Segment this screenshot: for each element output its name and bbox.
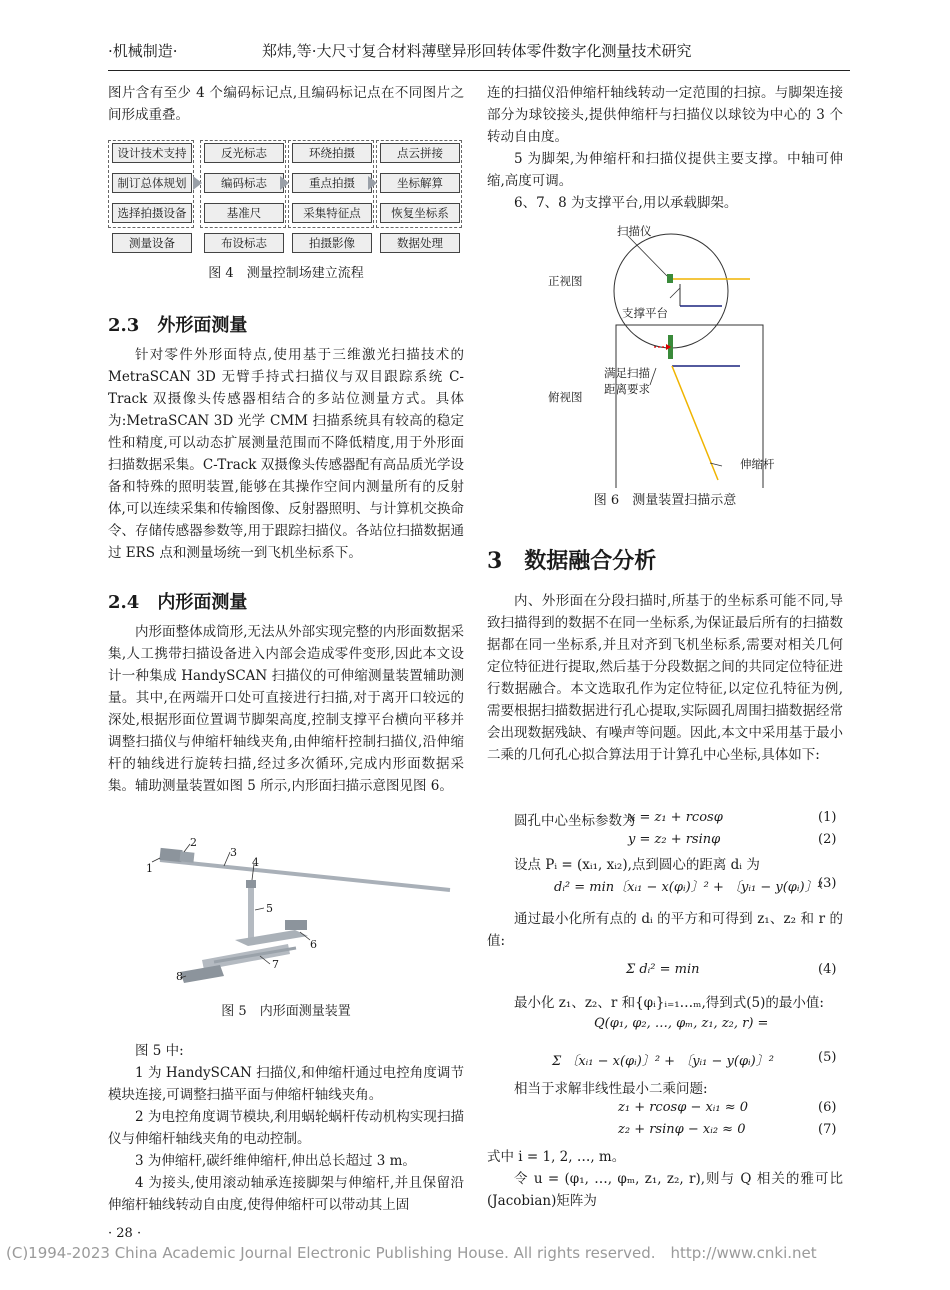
fig5-item-4: 4 为接头,使用滚动轴承连接脚架与伸缩杆,并且保留沿伸缩杆轴线转动自由度,使得伸缩杆可以带动其上固 [108, 1175, 464, 1213]
fig5-item-2: 2 为电控角度调节模块,利用蜗轮蜗杆传动机构实现扫描仪与伸缩杆轴线夹角的电动控制。 [108, 1109, 464, 1147]
fig4-box: 编码标志 [204, 173, 284, 193]
equation-7: z₂ + rsinφ − xᵢ₂ ≈ 0 [618, 1122, 746, 1137]
fig4-box: 数据处理 [380, 233, 460, 253]
equation-7-number: (7) [818, 1122, 837, 1137]
equation-2-number: (2) [818, 832, 837, 847]
figure-4 [108, 140, 464, 258]
fig5-item-3: 3 为伸缩杆,碳纤维伸缩杆,伸出总长超过 3 m。 [135, 1153, 416, 1169]
fig4-box: 环绕拍摄 [292, 143, 372, 163]
nonlinear-text: 相当于求解非线性最小二乘问题: [514, 1081, 708, 1097]
fig6-label-front-view: 正视图 [548, 274, 583, 288]
fig4-caption: 图 4 测量控制场建立流程 [208, 266, 364, 281]
fig4-box: 恢复坐标系 [380, 203, 460, 223]
set-point-text: 设点 Pᵢ = (xᵢ₁, xᵢ₂),点到圆心的距离 dᵢ 为 [514, 857, 760, 873]
minimize-text: 通过最小化所有点的 dᵢ 的平方和可得到 z₁、z₂ 和 r 的值: [487, 911, 843, 949]
equation-2: y = z₂ + rsinφ [628, 832, 721, 847]
equation-3: dᵢ² = min〔xᵢ₁ − x(φᵢ)〕² + 〔yᵢ₁ − y(φᵢ)〕² [554, 880, 823, 895]
page-number: · 28 · [108, 1226, 142, 1241]
fig4-box: 反光标志 [204, 143, 284, 163]
fig4-box: 坐标解算 [380, 173, 460, 193]
running-title: 郑炜,等·大尺寸复合材料薄壁异形回转体零件数字化测量技术研究 [262, 42, 692, 60]
equation-6-number: (6) [818, 1100, 837, 1115]
equation-4: Σ dᵢ² = min [626, 962, 700, 977]
fig5-label: 8 [176, 970, 183, 983]
fig6-label-platform: 支撑平台 [622, 306, 668, 320]
equation-1-number: (1) [818, 810, 837, 825]
fig5-caption: 图 5 内形面测量装置 [221, 1004, 351, 1019]
intro-paragraph: 图片含有至少 4 个编码标记点,且编码标记点在不同图片之间形成重叠。 [108, 85, 464, 123]
fig4-box: 测量设备 [112, 233, 192, 253]
fig5-label: 6 [310, 938, 317, 951]
where-text: 式中 i = 1, 2, …, m。 [487, 1149, 626, 1165]
fig5-intro: 图 5 中: [135, 1043, 184, 1059]
fig6-label-scanner: 扫描仪 [617, 224, 652, 238]
equation-3-number: (3) [818, 876, 837, 891]
equation-4-number: (4) [818, 962, 837, 977]
fig5-label: 3 [230, 846, 237, 859]
section-2-3-title: 2.3 外形面测量 [108, 315, 248, 336]
journal-name: ·机械制造· [108, 42, 178, 60]
fig4-box: 拍摄影像 [292, 233, 372, 253]
fig5-item-5: 5 为脚架,为伸缩杆和扫描仪提供主要支撑。中轴可伸缩,高度可调。 [487, 151, 843, 189]
fig5-label: 5 [266, 902, 273, 915]
fig6-label-top-view: 俯视图 [548, 390, 583, 404]
fig4-box: 制订总体规划 [112, 173, 192, 193]
equation-5b: Σ 〔xᵢ₁ − x(φᵢ)〕² + 〔yᵢ₁ − y(φᵢ)〕² [552, 1054, 774, 1069]
minimize-2-text: 最小化 z₁、z₂、r 和{φᵢ}ᵢ₌₁…ₘ,得到式(5)的最小值: [514, 995, 824, 1011]
figure-5-drawing [140, 832, 460, 997]
fig4-box: 选择拍摄设备 [112, 203, 192, 223]
fig4-box: 点云拼接 [380, 143, 460, 163]
equation-1: x = z₁ + rcosφ [628, 810, 723, 825]
eq-intro: 圆孔中心坐标参数为 [514, 813, 636, 829]
equation-6: z₁ + rcosφ − xᵢ₁ ≈ 0 [618, 1100, 749, 1115]
fig4-box: 采集特征点 [292, 203, 372, 223]
figure-6-drawing [540, 218, 840, 488]
section-3-text: 内、外形面在分段扫描时,所基于的坐标系可能不同,导致扫描得到的数据不在同一坐标系,为保证最后所有的扫描数据都在同一坐标系,并且对齐到飞机坐标系,需要对相关几何定位特征进行提取,然后基于分段数据之间的共同定位特征进行数据融合。本文选取孔作为定位特征,以定位孔特征为例,需要根据扫描数据进行孔心提取,实际圆孔周围扫描数据经常会出现数据残缺、有噪声等问题。因此,本文中采用基于最小二乘的几何孔心拟合算法用于计算孔中心坐标,具体如下: [487, 593, 843, 763]
section-2-4-title: 2.4 内形面测量 [108, 592, 248, 613]
fig5-label: 4 [252, 856, 259, 869]
fig5-item-1: 1 为 HandySCAN 扫描仪,和伸缩杆通过电控角度调节模块连接,可调整扫描平面与伸缩杆轴线夹角。 [108, 1065, 464, 1103]
fig6-label-rod: 伸缩杆 [740, 457, 775, 471]
fig4-arrow-icon [193, 176, 202, 190]
fig4-box: 布设标志 [204, 233, 284, 253]
fig5-label: 7 [272, 958, 279, 971]
fig4-box: 重点拍摄 [292, 173, 372, 193]
fig4-arrow-icon [280, 176, 289, 190]
fig5-label: 1 [146, 862, 153, 875]
section-2-3-text: 针对零件外形面特点,使用基于三维激光扫描技术的 MetraSCAN 3D 无臂手持式扫描仪与双目跟踪系统 C-Track 双摄像头传感器相结合的多站位测量方式。具体为:MetraSCAN 3D 光学 CMM 扫描系统具有较高的稳定性和精度,可以动态扩展测量范围而不降低精度,用于外形面扫描数据采集。C-Track 双摄像头传感器配有高品质光学设备和特殊的照明装置,能够在其操作空间内测量所有的反射体,可以连续采集和传输图像、反射器照明、与计算机交换命令、存储传感器参数等,用于跟踪扫描仪。各站位扫描数据通过 ERS 点和测量场统一到飞机坐标系下。 [108, 347, 464, 561]
fig6-label-meet: 满足扫描 [604, 366, 650, 380]
fig6-label-meet2: 距离要求 [604, 382, 650, 396]
fig4-arrow-icon [368, 176, 377, 190]
section-2-4-text: 内形面整体成筒形,无法从外部实现完整的内形面数据采集,人工携带扫描设备进入内部会造成零件变形,因此本文设计一种集成 HandySCAN 扫描仪的可伸缩测量装置辅助测量。其中,在两端开口处可直接进行扫描,对于离开口较远的深处,根据形面位置调节脚架高度,控制支撑平台横向平移并调整扫描仪与伸缩杆轴线夹角,由伸缩杆控制扫描仪,沿伸缩杆的轴线进行旋转扫描,经过多次循环,完成内形面数据采集。辅助测量装置如图 5 所示,内形面扫描示意图见图 6。 [108, 624, 464, 794]
fig4-box: 设计技术支持 [112, 143, 192, 163]
equation-5a: Q(φ₁, φ₂, …, φₘ, z₁, z₂, r) = [594, 1016, 769, 1031]
fig4-box: 基准尺 [204, 203, 284, 223]
header-rule [108, 70, 850, 71]
jacobian-text: 令 u = (φ₁, …, φₘ, z₁, z₂, r),则与 Q 相关的雅可比(Jacobian)矩阵为 [487, 1171, 843, 1209]
copyright-footer: (C)1994-2023 China Academic Journal Electronic Publishing House. All rights reserved. http://www.cnki.net [6, 1244, 817, 1262]
fig5-item-678: 6、7、8 为支撑平台,用以承载脚架。 [514, 195, 738, 211]
equation-5-number: (5) [818, 1050, 837, 1065]
fig5-label: 2 [190, 836, 197, 849]
section-3-title: 3 数据融合分析 [487, 548, 657, 574]
fig5-item-4-cont: 连的扫描仪沿伸缩杆轴线转动一定范围的扫掠。与脚架连接部分为球铰接头,提供伸缩杆与扫描仪以球铰为中心的 3 个转动自由度。 [487, 85, 843, 145]
fig6-caption: 图 6 测量装置扫描示意 [593, 493, 737, 508]
